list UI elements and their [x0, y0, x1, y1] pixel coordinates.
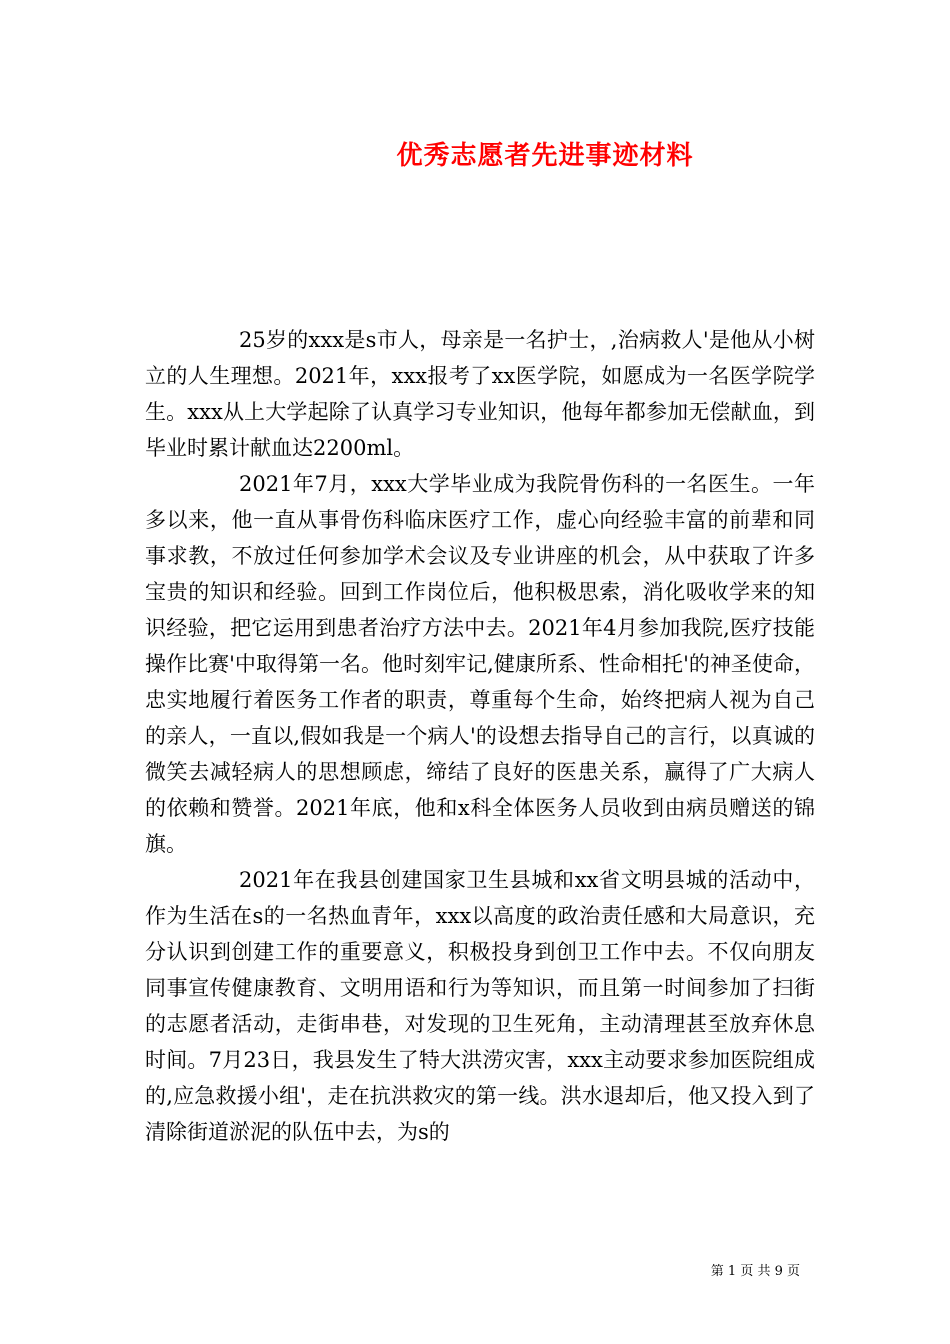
- paragraph-1: 25岁的xxx是s市人，母亲是一名护士，,治病救人'是他从小树立的人生理想。2021年，xxx报考了xx医学院，如愿成为一名医学院学生。xxx从上大学起除了认真学习专业知识，他每年都参加无偿献血，到毕业时累计献血达2200ml。: [145, 328, 815, 460]
- document-body: [145, 322, 815, 1150]
- paragraph-3: 2021年在我县创建国家卫生县城和xx省文明县城的活动中，作为生活在s的一名热血青年，xxx以高度的政治责任感和大局意识，充分认识到创建工作的重要意义，积极投身到创卫工作中去。不仅向朋友同事宣传健康教育、文明用语和行为等知识，而且第一时间参加了扫街的志愿者活动，走街串巷，对发现的卫生死角，主动清理甚至放弃休息时间。7月23日，我县发生了特大洪涝灾害，xxx主动要求参加医院组成的,应急救援小组'，走在抗洪救灾的第一线。洪水退却后，他又投入到了清除街道淤泥的队伍中去，为s的: [145, 868, 815, 1144]
- document-title: 优秀志愿者先进事迹材料: [396, 141, 694, 171]
- page-number-footer: 第 1 页 共 9 页: [710, 1264, 800, 1279]
- paragraph-2: 2021年7月，xxx大学毕业成为我院骨伤科的一名医生。一年多以来，他一直从事骨伤科临床医疗工作，虚心向经验丰富的前辈和同事求教，不放过任何参加学术会议及专业讲座的机会，从中获取了许多宝贵的知识和经验。回到工作岗位后，他积极思索，消化吸收学来的知识经验，把它运用到患者治疗方法中去。2021年4月参加我院,医疗技能操作比赛'中取得第一名。他时刻牢记,健康所系、性命相托'的神圣使命，忠实地履行着医务工作者的职责，尊重每个生命，始终把病人视为自己的亲人，一直以,假如我是一个病人'的设想去指导自己的言行，以真诚的微笑去减轻病人的思想顾虑，缔结了良好的医患关系，赢得了广大病人的依赖和赞誉。2021年底，他和x科全体医务人员收到由病员赠送的锦旗。: [145, 472, 815, 856]
